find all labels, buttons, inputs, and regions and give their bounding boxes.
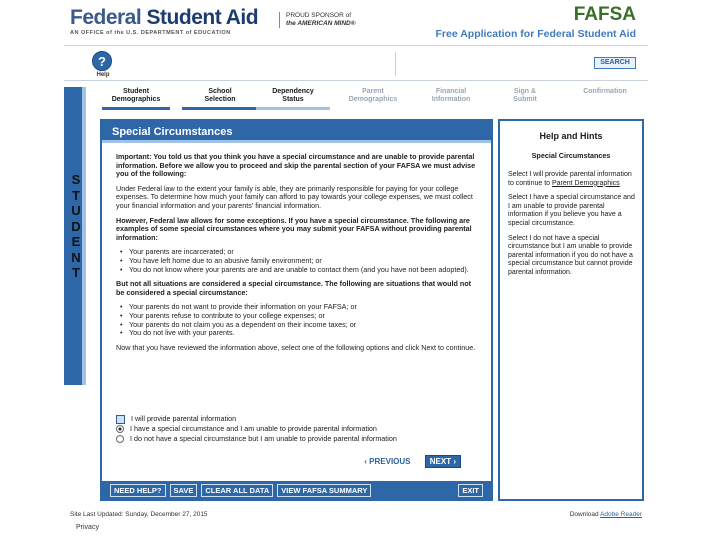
chevron-right-icon: › [453, 457, 456, 466]
side-letter: D [71, 218, 81, 234]
list-item: • Your parents refuse to contribute to your college expenses; or [120, 312, 478, 321]
page-frame [64, 0, 648, 540]
option-group [116, 414, 478, 444]
sponsor-line-2: the AMERICAN MIND® [286, 20, 356, 27]
side-letter: U [71, 203, 81, 218]
privacy-link[interactable]: Privacy [76, 524, 99, 531]
tab-financial-information [420, 86, 482, 108]
need-help-button[interactable]: NEED HELP? [110, 484, 166, 497]
hint-text: Select I will provide parental information to continue to [508, 171, 632, 187]
hints-title: Help and Hints [539, 131, 603, 141]
logo-word-federal: Federal [70, 6, 142, 29]
tab-dependency-status[interactable] [256, 86, 330, 108]
tab-label-line1: Student [122, 88, 150, 95]
site-footer [64, 509, 648, 535]
panel-body [116, 153, 478, 358]
option-special-circumstance[interactable] [116, 424, 478, 434]
hint-not-special: Select I do not have a special circumstance but I am unable to provide parental information if you do not have a special circumstance but cannot provide parental information. [508, 234, 633, 276]
download-text [570, 511, 642, 518]
exit-button[interactable]: EXIT [458, 484, 483, 497]
clear-all-data-button[interactable]: CLEAR ALL DATA [201, 484, 273, 497]
option-radio[interactable] [116, 435, 124, 443]
hint-provide [508, 171, 636, 188]
save-button[interactable]: SAVE [170, 484, 198, 497]
tab-label-line2: Demographics [111, 96, 161, 103]
tab-underline [182, 107, 258, 110]
federal-law-paragraph: Under Federal law to the extent your family is able, they are primarily responsible for paying for your college expenses. To determine how much your family can afford to pay towards your college expenses, we must collect your financial information and your parents' financial information. [116, 183, 473, 210]
tab-school-selection[interactable] [182, 86, 258, 108]
panel-title: Special Circumstances [102, 121, 491, 143]
list-item: • Your parents do not want to provide their information on your FAFSA; or [120, 303, 478, 312]
next-button[interactable] [425, 455, 461, 468]
parent-demographics-link[interactable]: Parent Demographics [551, 179, 620, 187]
tab-label-line1: Confirmation [583, 88, 627, 95]
hints-body [508, 171, 636, 284]
help-icon: ? [92, 51, 112, 71]
view-fafsa-summary-button[interactable]: VIEW FAFSA SUMMARY [277, 484, 371, 497]
utility-bar [64, 47, 648, 81]
sponsor-text [279, 12, 356, 28]
tab-parent-demographics [334, 86, 412, 108]
special-circumstances-panel [100, 119, 493, 501]
help-label: Help [96, 72, 110, 78]
list-item: • You do not know where your parents are and are unable to contact them (and you have not been adopted). [120, 266, 478, 275]
side-letter: T [72, 187, 80, 203]
divider [395, 52, 396, 76]
option-label: I do not have a special circumstance but I am unable to provide parental information [130, 434, 397, 443]
tab-label-line2: Information [431, 96, 471, 103]
hint-special: Select I have a special circumstance and I am unable to provide parental information if you believe you have a special circumstance. [508, 194, 635, 227]
list-item: • You have left home due to an abusive family environment; or [120, 257, 478, 266]
tab-label-line1: School [208, 88, 232, 95]
logo-word-student-aid: Student Aid [146, 6, 259, 29]
option-checkbox[interactable] [116, 415, 125, 424]
download-prefix: Download [569, 511, 599, 518]
tab-underline [102, 107, 170, 110]
side-letter: T [72, 265, 80, 280]
help-button[interactable] [92, 51, 114, 78]
help-and-hints-panel [498, 119, 644, 501]
important-notice: Important: You told us that you think you have a special circumstance and are unable to provide parental information. Before we allow you to proceed and skip the parental section of your FAFSA we must advise you of the following: [116, 152, 476, 179]
tab-label-line2: Status [282, 96, 304, 103]
exceptions-paragraph: However, Federal law allows for some exceptions. If you have a special circumstance. The following are examples of some special circumstances where you may submit your FAFSA without providing parental information: [116, 215, 472, 242]
tab-student-demographics[interactable] [102, 86, 170, 108]
tab-label-line1: Dependency [272, 88, 314, 95]
not-all-paragraph: But not all situations are considered a special circumstance. The following are situations that would not be considered a special circumstance: [116, 279, 472, 297]
instruction-paragraph: Now that you have reviewed the information above, select one of the following options and click Next to continue. [116, 342, 476, 352]
fafsa-logo: FAFSA [573, 4, 636, 25]
side-letter: N [71, 249, 81, 265]
navigation-buttons [364, 455, 461, 468]
option-label: I have a special circumstance and I am unable to provide parental information [130, 424, 377, 433]
tab-label-line2: Demographics [348, 96, 398, 103]
option-no-special-circumstance[interactable] [116, 434, 478, 444]
previous-button[interactable] [364, 457, 410, 466]
fafsa-tagline: Free Application for Federal Student Aid [435, 28, 636, 40]
tab-confirmation [568, 86, 642, 108]
list-item: • Your parents do not claim you as a dependent on their income taxes; or [120, 321, 478, 330]
next-label: NEXT [429, 457, 452, 466]
tab-label-line2: Submit [513, 96, 537, 103]
tab-sign-submit [500, 86, 550, 108]
site-header [64, 0, 648, 46]
hints-subtitle: Special Circumstances [531, 151, 611, 160]
list-item: • Your parents are incarcerated; or [120, 248, 478, 257]
side-letter: S [71, 172, 81, 187]
examples-list [116, 248, 478, 274]
tab-label-line1: Parent [362, 88, 384, 95]
list-item: • You do not live with your parents. [120, 329, 478, 338]
action-bar [102, 481, 491, 499]
last-updated: Site Last Updated: Sunday, December 27, 2015 [70, 511, 208, 518]
chevron-left-icon: ‹ [364, 457, 367, 466]
tab-underline [256, 107, 330, 110]
adobe-reader-link[interactable]: Adobe Reader [600, 511, 642, 518]
option-label: I will provide parental information [131, 414, 237, 423]
federal-student-aid-logo[interactable] [70, 6, 258, 30]
search-button[interactable]: SEARCH [594, 57, 636, 69]
previous-label: PREVIOUS [369, 457, 411, 466]
fafsa-brand [436, 4, 637, 40]
sponsor-line-1: PROUD SPONSOR of [286, 12, 352, 19]
student-side-label [70, 172, 82, 281]
tab-label-line1: Financial [435, 88, 467, 95]
logo-subtitle: AN OFFICE of the U.S. DEPARTMENT of EDUCATION [70, 30, 231, 36]
tab-label-line1: Sign & [513, 88, 537, 95]
option-provide-parental-info[interactable] [116, 414, 478, 424]
progress-tabs [102, 86, 642, 108]
tab-label-line2: Selection [204, 96, 236, 103]
side-letter: E [71, 234, 81, 249]
option-radio[interactable] [116, 425, 124, 433]
non-examples-list [116, 303, 478, 337]
